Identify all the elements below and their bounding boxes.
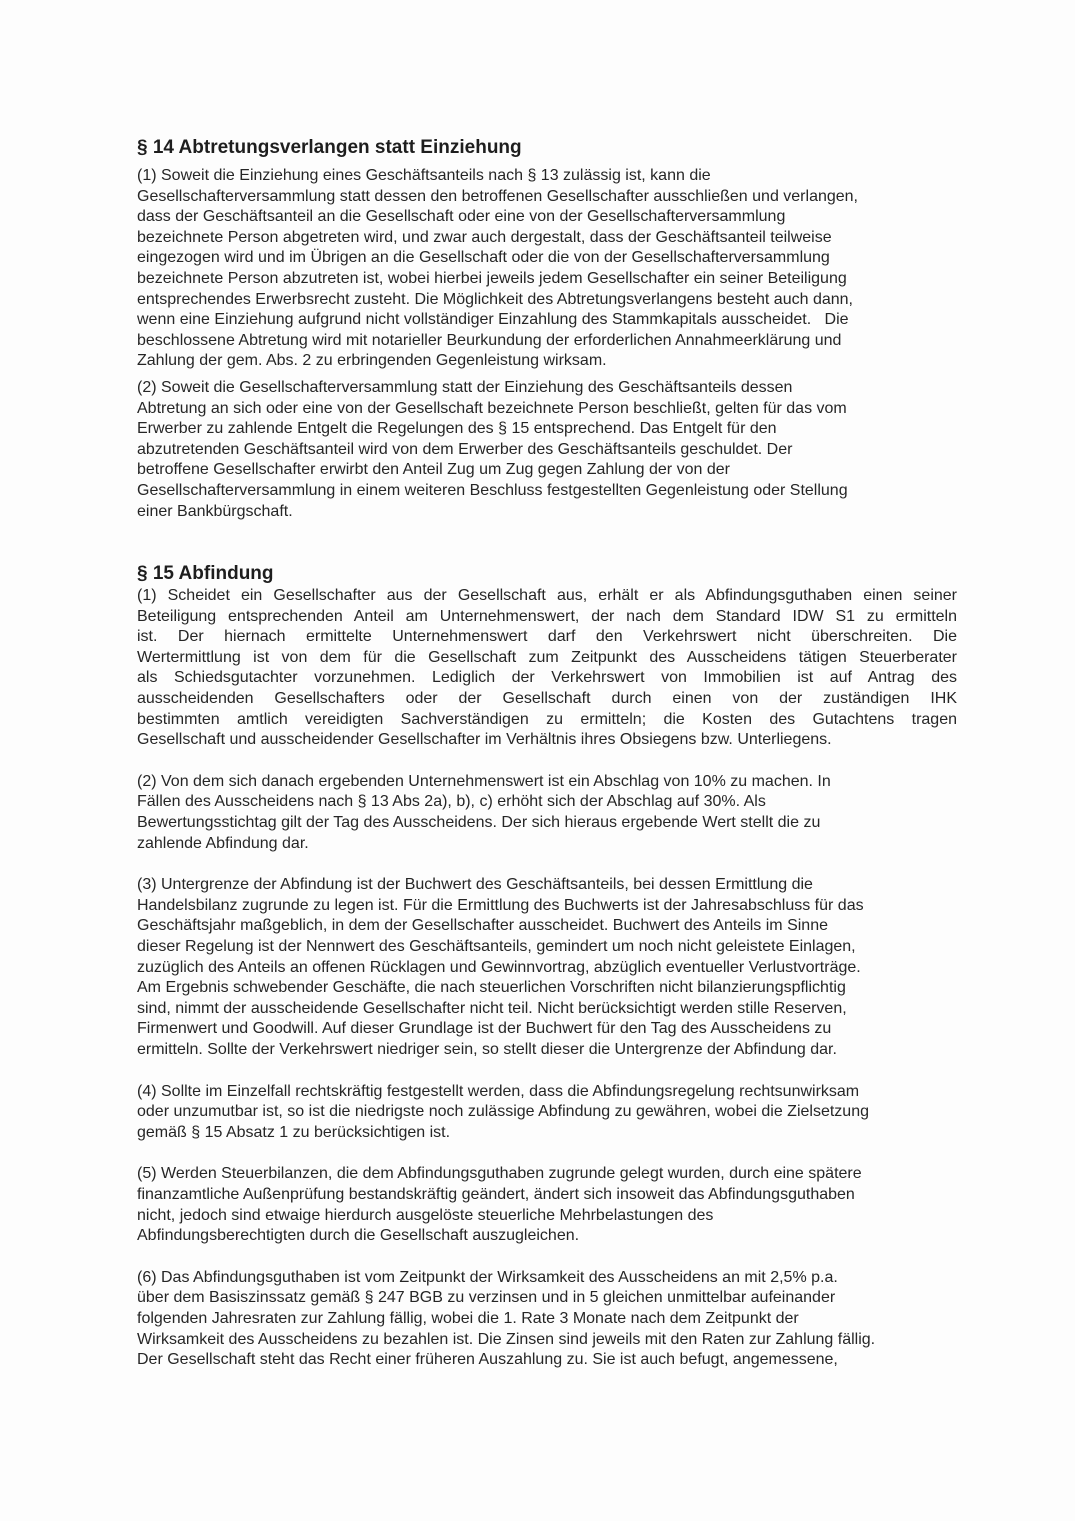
text-line: (2) Von dem sich danach ergebenden Unternehmenswert ist ein Abschlag von 10% zu machen. In [137,772,831,790]
section-15-paragraph-1 [137,586,957,751]
section-15-paragraph-5 [137,1164,957,1246]
text-line: Wertermittlung ist von dem für die Gesellschaft zum Zeitpunkt des Ausscheidens tätigen Steuerberater [137,648,957,666]
text-line: Erwerber zu zahlende Entgelt die Regelungen des § 15 entsprechend. Das Entgelt für den [137,420,777,438]
text-line: Geschäftsjahr maßgeblich, in dem der Gesellschafter ausscheidet. Buchwert des Anteils im Sinne [137,917,828,935]
text-line: (5) Werden Steuerbilanzen, die dem Abfindungsguthaben zugrunde gelegt wurden, durch eine spätere [137,1165,862,1183]
text-line: bezeichnete Person abgetreten wird, und zwar auch dergestalt, dass der Geschäftsanteil teilweise [137,228,832,246]
text-line: (6) Das Abfindungsguthaben ist vom Zeitpunkt der Wirksamkeit des Ausscheidens an mit 2,5% p.a. [137,1268,838,1286]
section-14-title: § 14 Abtretungsverlangen statt Einziehung [137,137,522,158]
section-14-paragraph-1 [137,166,957,372]
section-14 [137,136,957,522]
text-line: dieser Regelung ist der Nennwert des Geschäftsanteils, gemindert um noch nicht geleistete Einlagen, [137,938,856,955]
text-line: oder unzumutbar ist, so ist die niedrigste noch zulässige Abfindung zu gewähren, wobei die Zielsetzung [137,1103,869,1121]
text-line: Abtretung an sich oder eine von der Gesellschaft bezeichnete Person beschließt, gelten für das vom [137,399,847,417]
section-15-title: § 15 Abfindung [137,563,274,585]
text-line: ermitteln. Sollte der Verkehrswert niedriger sein, so stellt dieser die Untergrenze der Abfindung dar. [137,1040,837,1058]
section-15-paragraph-2 [137,772,957,854]
text-line: entsprechendes Erwerbsrecht zusteht. Die Möglichkeit des Abtretungsverlangens besteht auch dann, [137,290,853,308]
text-line: Zahlung der gem. Abs. 2 zu erbringenden Gegenleistung wirksam. [137,352,607,370]
text-line: Am Ergebnis schwebender Geschäfte, die nach steuerlichen Vorschriften nicht bilanzierungspflichtig [137,979,846,997]
text-line: nicht, jedoch sind etwaige hierdurch ausgelöste steuerliche Mehrbelastungen des [137,1206,714,1224]
text-line: (4) Sollte im Einzelfall rechtskräftig festgestellt werden, dass die Abfindungsregelung rechtsunwirksam [137,1082,860,1100]
section-15-paragraph-4 [137,1082,957,1144]
text-line: folgenden Jahresraten zur Zahlung fällig, wobei die 1. Rate 3 Monate nach dem Zeitpunkt der [137,1309,799,1327]
section-14-paragraph-2 [137,378,957,522]
text-line: bestimmten amtlich vereidigten Sachverständigen zu ermitteln; die Kosten des Gutachtens tragen [137,710,957,728]
text-line: Fällen des Ausscheidens nach § 13 Abs 2a), b), c) erhöht sich der Abschlag auf 30%. Als [137,793,766,811]
section-15-paragraph-6 [137,1268,957,1371]
text-line: abzutretenden Geschäftsanteil wird von dem Erwerber des Geschäftsanteils geschuldet. Der [137,440,793,458]
text-line: als Schiedsgutachter vorzunehmen. Lediglich der Verkehrswert von Immobilien ist auf Antrag des [137,669,957,687]
text-line: (1) Soweit die Einziehung eines Geschäftsanteils nach § 13 zulässig ist, kann die [137,167,711,184]
text-line: Gesellschaft und ausscheidender Gesellschafter im Verhältnis ihres Obsiegens bzw. Unterliegens. [137,731,832,749]
text-line: dass der Geschäftsanteil an die Gesellschaft oder eine von der Gesellschafterversammlung [137,208,786,226]
text-line: beschlossene Abtretung wird mit notarieller Beurkundung der erforderlichen Annahmeerklärung und [137,331,842,349]
text-line: zuzüglich des Anteils an offenen Rücklagen und Gewinnvortrag, abzüglich eventueller Verlustvorträge. [137,958,861,976]
text-line: Bewertungsstichtag gilt der Tag des Ausscheidens. Der sich hieraus ergebende Wert stellt die zu [137,814,821,832]
text-line: ist. Der hiernach ermittelte Unternehmenswert darf den Verkehrswert nicht überschreiten. Die [137,628,957,646]
text-line: (2) Soweit die Gesellschafterversammlung statt der Einziehung des Geschäftsanteils dessen [137,378,793,396]
text-line: gemäß § 15 Absatz 1 zu berücksichtigen ist. [137,1123,451,1141]
text-line: bezeichnete Person abzutreten ist, wobei hierbei jeweils jedem Gesellschafter ein seiner Beteiligung [137,269,847,287]
text-line: (1) Scheidet ein Gesellschafter aus der Gesellschaft aus, erhält er als Abfindungsguthaben einen seiner [137,587,957,605]
text-line: Handelsbilanz zugrunde zu legen ist. Für die Ermittlung des Buchwerts ist der Jahresabschluss für das [137,896,864,914]
section-15-paragraphs [137,586,957,1371]
text-line: zahlende Abfindung dar. [137,834,309,852]
section-15 [137,562,957,1371]
text-line: eingezogen wird und im Übrigen an die Gesellschaft oder die von der Gesellschafterversammlung [137,249,830,267]
text-line: ausscheidenden Gesellschafters oder der Gesellschaft durch einen von der zuständigen IHK [137,690,957,708]
text-line: Gesellschafterversammlung statt dessen den betroffenen Gesellschafter ausschließen und verlangen, [137,187,858,205]
text-line: Wirksamkeit des Ausscheidens zu bezahlen ist. Die Zinsen sind jeweils mit den Raten zur Zahlung fällig. [137,1330,876,1348]
text-line: Abfindungsberechtigten durch die Gesellschaft auszugleichen. [137,1227,580,1245]
text-line: wenn eine Einziehung aufgrund nicht vollständiger Einzahlung des Stammkapitals ausscheidet. Die [137,311,849,329]
text-line: (3) Untergrenze der Abfindung ist der Buchwert des Geschäftsanteils, bei dessen Ermittlung die [137,876,813,894]
text-line: einer Bankbürgschaft. [137,502,293,520]
text-line: finanzamtliche Außenprüfung bestandskräftig geändert, ändert sich insoweit das Abfindungsguthaben [137,1185,855,1203]
text-line: betroffene Gesellschafter erwirbt den Anteil Zug um Zug gegen Zahlung der von der [137,461,730,479]
text-line: Gesellschafterversammlung in einem weiteren Beschluss festgestellten Gegenleistung oder Stellung [137,481,848,499]
text-line: Beteiligung entsprechenden Anteil am Unternehmenswert, der nach dem Standard IDW S1 zu ermitteln [137,607,957,625]
text-line: sind, nimmt der ausscheidende Gesellschafter nicht teil. Nicht berücksichtigt werden stille Reserven, [137,999,847,1017]
text-line: Der Gesellschaft steht das Recht einer früheren Auszahlung zu. Sie ist auch befugt, angemessene, [137,1351,838,1369]
section-15-paragraph-3 [137,875,957,1060]
text-line: Firmenwert und Goodwill. Auf dieser Grundlage ist der Buchwert für den Tag des Ausscheidens zu [137,1020,832,1038]
text-line: über dem Basiszinssatz gemäß § 247 BGB zu verzinsen und in 5 gleichen unmittelbar aufeinander [137,1289,836,1307]
document-body [137,136,957,1371]
